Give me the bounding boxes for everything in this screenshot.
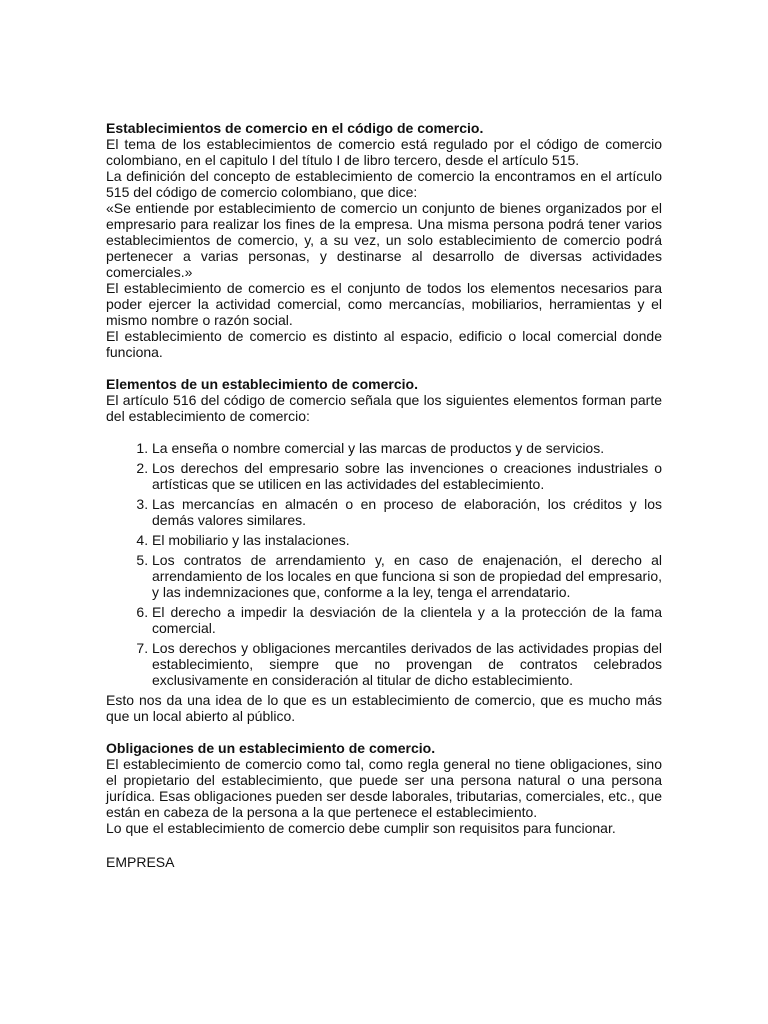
paragraph: Lo que el establecimiento de comercio debe cumplir son requisitos para funcionar. (106, 820, 616, 836)
section-obligaciones (106, 740, 662, 836)
section-heading: Obligaciones de un establecimiento de comercio. (106, 740, 436, 756)
list-item: 1. La enseña o nombre comercial y las marcas de productos y de servicios. (152, 440, 662, 456)
section-heading: Establecimientos de comercio en el código de comercio. (106, 120, 484, 136)
list-item: 7. Los derechos y obligaciones mercantiles derivados de las actividades propias del establecimiento, siempre que no provengan de contratos celebrados exclusivamente en consideración al titular de dicho establecimiento. (152, 640, 662, 688)
list-item: 2. Los derechos del empresario sobre las invenciones o creaciones industriales o artísticas que se utilicen en las actividades del establecimiento. (152, 460, 662, 492)
paragraph: El tema de los establecimientos de comercio está regulado por el código de comercio colombiano, en el capitulo I del título I de libro tercero, desde el artículo 515. (106, 136, 662, 168)
footer-word: EMPRESA (106, 854, 175, 870)
paragraph: El establecimiento de comercio como tal, como regla general no tiene obligaciones, sino el propietario del establecimiento, que puede ser una persona natural o una persona jurídica. Esas obligaciones pueden ser desde laborales, tributarias, comerciales, etc., que están en cabeza de la persona a la que pertenece el establecimiento. (106, 756, 662, 820)
intro-paragraph: El artículo 516 del código de comercio señala que los siguientes elementos forman parte del establecimiento de comercio: (106, 392, 662, 424)
section-elementos (106, 376, 662, 724)
paragraph: El establecimiento de comercio es distinto al espacio, edificio o local comercial donde funciona. (106, 328, 662, 360)
section-establecimientos (106, 120, 662, 360)
section-heading: Elementos de un establecimiento de comercio. (106, 376, 418, 392)
list-item: 4. El mobiliario y las instalaciones. (152, 532, 662, 548)
closing-paragraph: Esto nos da una idea de lo que es un establecimiento de comercio, que es mucho más que un local abierto al público. (106, 692, 662, 724)
quote-paragraph: «Se entiende por establecimiento de comercio un conjunto de bienes organizados por el empresario para realizar los fines de la empresa. Una misma persona podrá tener varios establecimientos de comercio, y, a su vez, un solo establecimiento de comercio podrá pertenecer a varias personas, y destinarse al desarrollo de diversas actividades comerciales.» (106, 200, 662, 280)
elements-list (106, 440, 662, 688)
paragraph: El establecimiento de comercio es el conjunto de todos los elementos necesarios para poder ejercer la actividad comercial, como mercancías, mobiliarios, herramientas y el mismo nombre o razón social. (106, 280, 662, 328)
list-item: 3. Las mercancías en almacén o en proceso de elaboración, los créditos y los demás valores similares. (152, 496, 662, 528)
list-item: 6. El derecho a impedir la desviación de la clientela y a la protección de la fama comercial. (152, 604, 662, 636)
paragraph: La definición del concepto de establecimiento de comercio la encontramos en el artículo 515 del código de comercio colombiano, que dice: (106, 168, 662, 200)
list-item: 5. Los contratos de arrendamiento y, en caso de enajenación, el derecho al arrendamiento de los locales en que funciona si son de propiedad del empresario, y las indemnizaciones que, conforme a la ley, tenga el arrendatario. (152, 552, 662, 600)
